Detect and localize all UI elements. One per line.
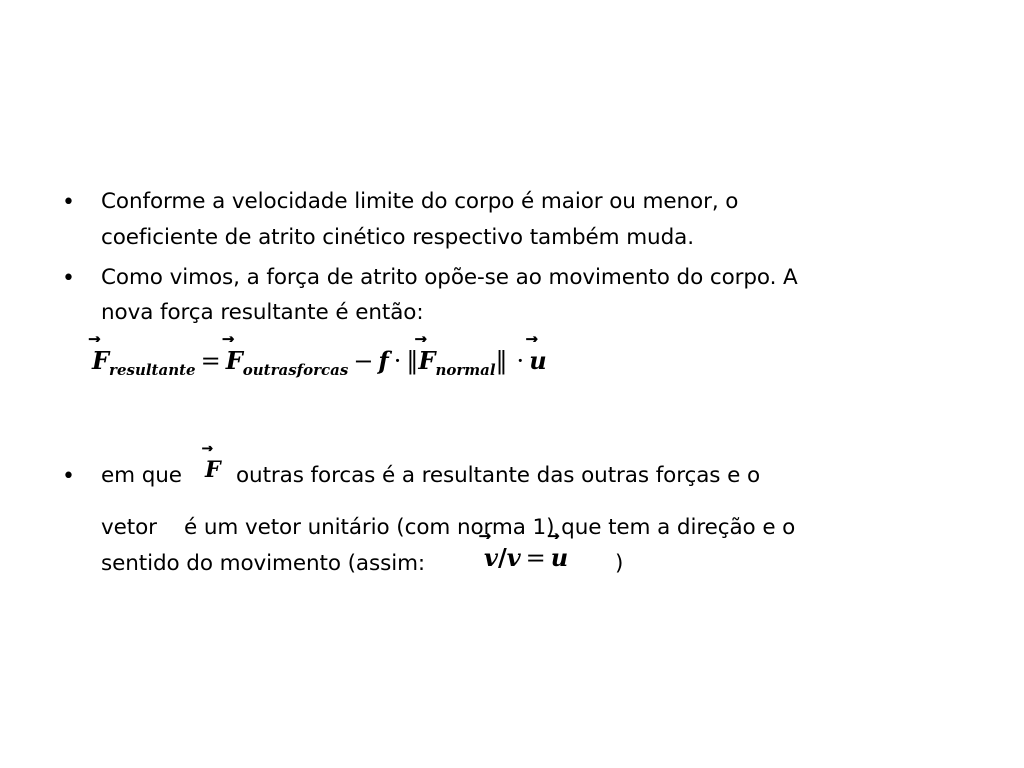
vector-u: ⃗ u bbox=[551, 543, 568, 572]
vector-F: ⃗ F bbox=[226, 346, 243, 375]
friction-coefficient: f bbox=[378, 346, 389, 375]
vector-v: ⃗ v bbox=[484, 543, 498, 572]
bullet-1-line-1: Conforme a velocidade limite do corpo é maior ou menor, o bbox=[101, 189, 739, 214]
operator: · bbox=[516, 347, 525, 375]
norm-bar: ‖ bbox=[406, 347, 419, 375]
subscript: outrasforcas bbox=[242, 361, 349, 379]
bullet-2-line-1: Como vimos, a força de atrito opõe-se ao movimento do corpo. A bbox=[101, 265, 798, 290]
vector-F: ⃗ F bbox=[418, 346, 435, 375]
bullet-1-line-2: coeficiente de atrito cinético respectivo também muda. bbox=[101, 225, 694, 250]
operator: · bbox=[393, 347, 402, 375]
norm-bar: ‖ bbox=[495, 347, 508, 375]
scalar-v: v bbox=[506, 543, 521, 572]
inline-vector-F bbox=[205, 457, 221, 483]
bullet-3-text-c: vetor bbox=[101, 515, 157, 540]
inline-formula-v-over-v bbox=[484, 543, 568, 572]
subscript: resultante bbox=[109, 361, 196, 379]
bullet-marker: • bbox=[62, 190, 75, 215]
bullet-3-text-b: outras forcas é a resultante das outras forças e o bbox=[236, 463, 761, 488]
vector-F: ⃗ F bbox=[92, 346, 109, 375]
bullet-3-text-e: sentido do movimento (assim: bbox=[101, 551, 426, 576]
formula-resultant-force bbox=[92, 346, 547, 379]
bullet-marker: • bbox=[62, 464, 75, 489]
bullet-3-text-f: ) bbox=[615, 551, 624, 576]
bullet-marker: • bbox=[62, 266, 75, 291]
operator: = bbox=[525, 544, 546, 572]
subscript: normal bbox=[435, 361, 496, 379]
bullet-3-text-d: é um vetor unitário (com norma 1) que tem a direção e o bbox=[184, 515, 796, 540]
slash: / bbox=[497, 543, 507, 572]
vector-F: ⃗ F bbox=[205, 457, 221, 483]
operator: − bbox=[353, 347, 374, 375]
bullet-3-text-a: em que bbox=[101, 463, 182, 488]
operator: = bbox=[200, 347, 221, 375]
bullet-2-line-2: nova força resultante é então: bbox=[101, 300, 424, 325]
vector-u: ⃗ u bbox=[529, 346, 546, 375]
